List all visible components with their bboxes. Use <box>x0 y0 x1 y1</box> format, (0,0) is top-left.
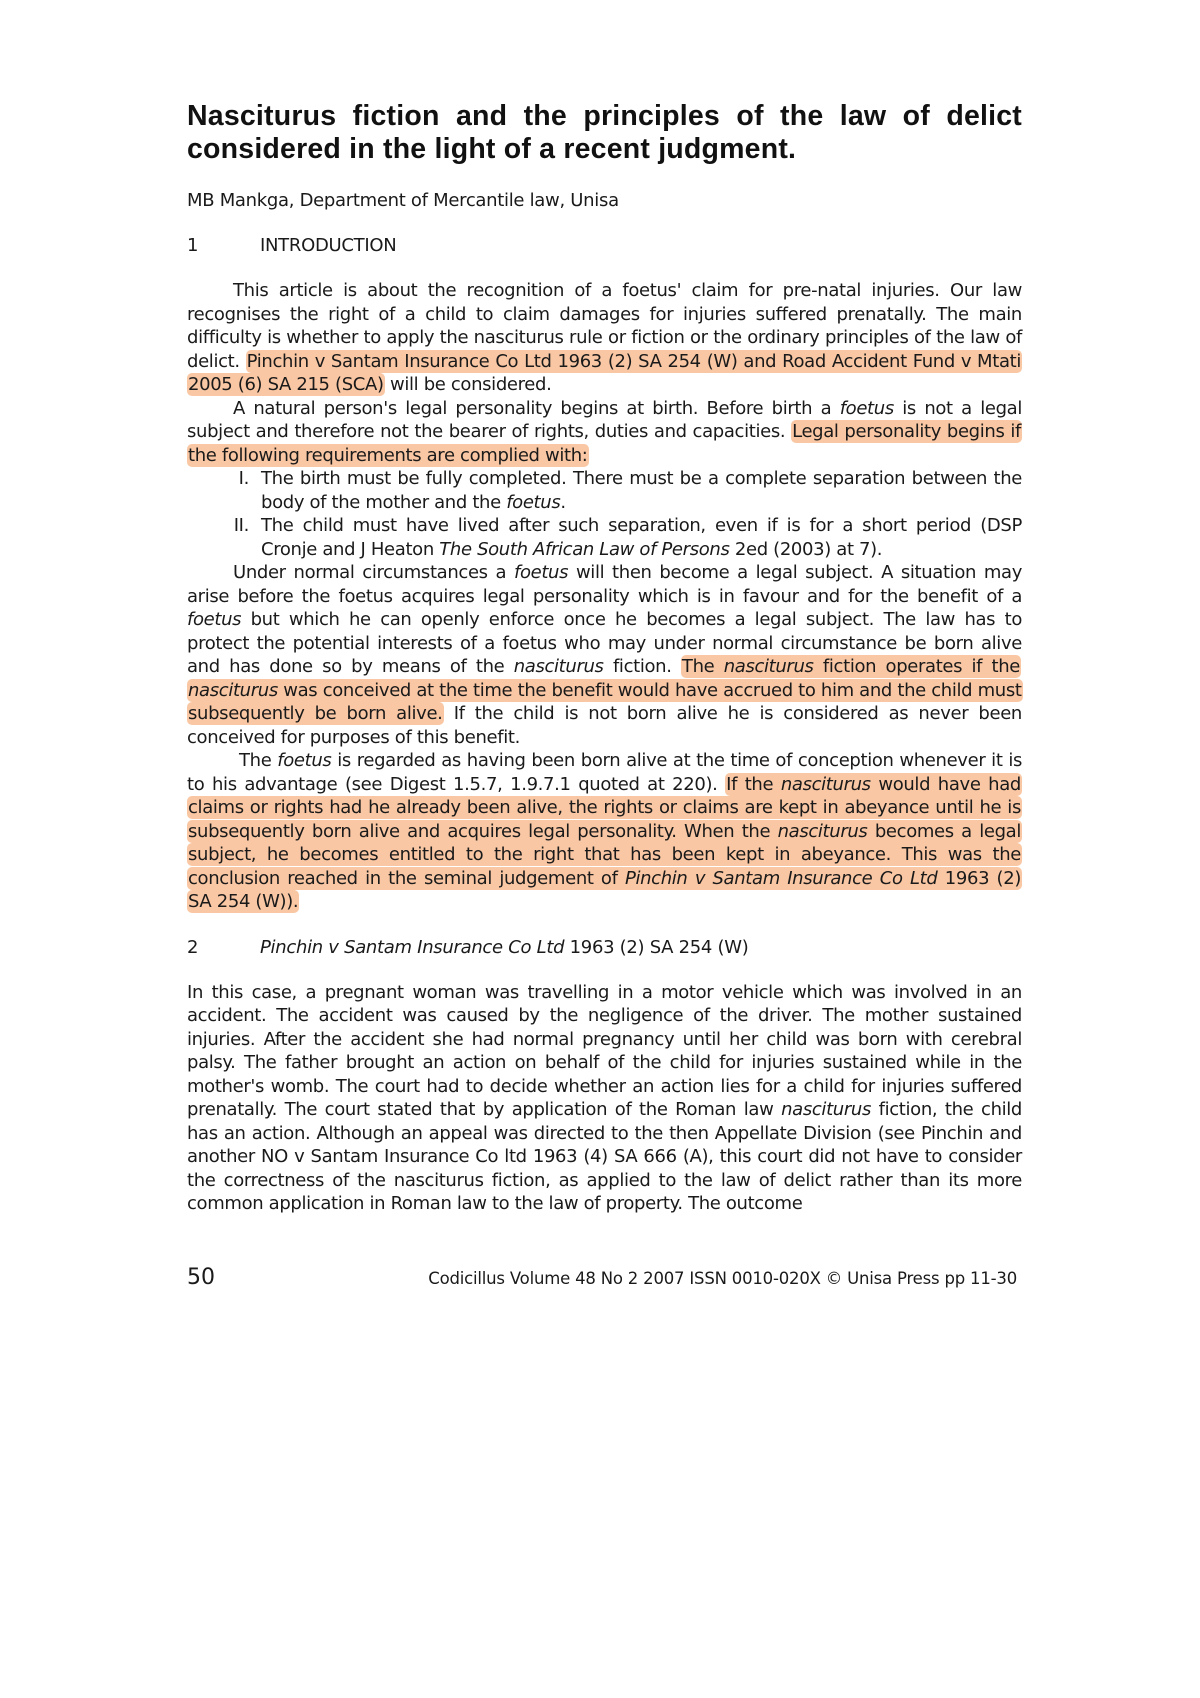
page-number: 50 <box>187 1265 215 1290</box>
journal-citation: Codicillus Volume 48 No 2 2007 ISSN 0010-020X © Unisa Press pp 11-30 <box>428 1269 1017 1288</box>
paragraph: In this case, a pregnant woman was travelling in a motor vehicle which was involved in an accident. The accident was caused by the negligence of the driver. The mother sustained injuries. After the accident she had normal pregnancy until her child was born with cerebral palsy. The father brought an action on behalf of the child for injuries sustained while in the mother's womb. The court had to decide whether an action lies for a child for injuries suffered prenatally. The court stated that by application of the Roman law nasciturus fiction, the child has an action. Although an appeal was directed to the then Appellate Division (see Pinchin and another NO v Santam Insurance Co ltd 1963 (4) SA 666 (A), this court did not have to consider the correctness of the nasciturus fiction, as applied to the law of delict rather than its more common application in Roman law to the law of property. The outcome <box>187 981 1023 1214</box>
section-title: Pinchin v Santam Insurance Co Ltd 1963 (2) SA 254 (W) <box>260 936 749 958</box>
section-number: 1 <box>187 235 199 256</box>
paragraph: Under normal circumstances a foetus will then become a legal subject. A situation may arise before the foetus acquires legal personality which is in favour and for the benefit of a foetus but which he can openly enforce once he becomes a legal subject. The law has to protect the potential interests of a foetus who may under normal circumstance be born alive and has done so by means of the nasciturus fiction. The nasciturus fiction operates if the nasciturus was conceived at the time the benefit would have accrued to him and the child must subsequently be born alive. If the child is not born alive he is considered as never been conceived for purposes of this benefit. <box>187 562 1023 748</box>
list-item: I. The birth must be fully completed. There must be a complete separation between the body of the mother and the foetus. <box>187 467 1022 514</box>
author-line: MB Mankga, Department of Mercantile law, Unisa <box>187 190 619 211</box>
highlight: Pinchin v Santam Insurance Co Ltd 1963 (2) SA 254 (W) and Road Accident Fund v Mtati 2005 (6) SA 215 (SCA) <box>188 350 1021 395</box>
article-content <box>187 100 1022 1216</box>
section-2-heading <box>187 936 1022 959</box>
page-footer <box>187 1265 1017 1290</box>
paragraph: A natural person's legal personality begins at birth. Before birth a foetus is not a legal subject and therefore not the bearer of rights, duties and capacities. Legal personality begins if the following requirements are complied with: <box>187 397 1023 466</box>
section-number: 2 <box>187 936 199 958</box>
section-1-body <box>187 279 1022 914</box>
section-1-heading <box>187 234 1022 257</box>
paragraph: This article is about the recognition of a foetus' claim for pre-natal injuries. Our law recognises the right of a child to claim damages for injuries suffered prenatally. The main difficulty is whether to apply the nasciturus rule or fiction or the ordinary principles of the law of delict. Pinchin v Santam Insurance Co Ltd 1963 (2) SA 254 (W) and Road Accident Fund v Mtati 2005 (6) SA 215 (SCA) will be considered. <box>187 280 1022 395</box>
list-marker: I. <box>238 468 249 489</box>
list-marker: II. <box>233 515 249 536</box>
requirements-list <box>187 467 1022 561</box>
section-2-body <box>187 981 1022 1216</box>
list-item: II. The child must have lived after such separation, even if is for a short period (DSP Cronje and J Heaton The South African Law of Persons 2ed (2003) at 7). <box>187 514 1022 561</box>
highlight: Legal personality begins if the following requirements are complied with: <box>188 421 1021 466</box>
highlight: If the nasciturus would have had claims or rights had he already been alive, the rights or claims are kept in abeyance until he is subsequently born alive and acquires legal personality. When the nasciturus becomes a legal subject, he becomes entitled to the right that has been kept in abeyance. This was the conclusion reached in the seminal judgement of Pinchin v Santam Insurance Co Ltd 1963 (2) SA 254 (W)). <box>188 773 1022 912</box>
section-title: INTRODUCTION <box>260 235 397 256</box>
paragraph: The foetus is regarded as having been born alive at the time of conception whenever it is to his advantage (see Digest 1.5.7, 1.9.7.1 quoted at 220). If the nasciturus would have had claims or rights had he already been alive, the rights or claims are kept in abeyance until he is subsequently born alive and acquires legal personality. When the nasciturus becomes a legal subject, he becomes entitled to the right that has been kept in abeyance. This was the conclusion reached in the seminal judgement of Pinchin v Santam Insurance Co Ltd 1963 (2) SA 254 (W)). <box>187 750 1023 912</box>
highlight: The nasciturus fiction operates if the nasciturus was conceived at the time the benefit would have accrued to him and the child must subsequently be born alive. <box>188 656 1022 724</box>
article-title: Nasciturus fiction and the principles of the law of delict considered in the light of a recent judgment. <box>187 100 1022 165</box>
